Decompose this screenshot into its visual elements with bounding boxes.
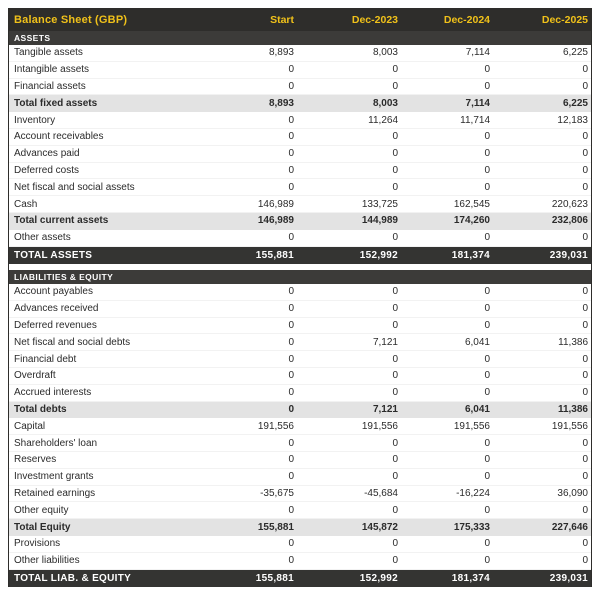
row-label: Total current assets (14, 215, 109, 227)
row-value: 0 (288, 336, 294, 348)
row-value: 0 (484, 148, 490, 160)
table-row (9, 486, 591, 503)
row-value: 0 (288, 64, 294, 76)
row-value: 174,260 (453, 215, 490, 227)
table-row (9, 45, 591, 62)
row-value: 0 (582, 131, 588, 143)
row-value: 0 (484, 303, 490, 315)
row-value: 152,992 (359, 572, 398, 584)
row-value: 6,225 (562, 47, 588, 59)
row-value: 0 (484, 353, 490, 365)
table-row (9, 284, 591, 301)
row-value: 0 (582, 181, 588, 193)
row-value: 144,989 (361, 215, 398, 227)
row-label: Tangible assets (14, 47, 83, 59)
row-value: 0 (582, 387, 588, 399)
row-value: 0 (288, 303, 294, 315)
row-value: 0 (582, 504, 588, 516)
row-value: 0 (484, 80, 490, 92)
row-value: 6,041 (464, 404, 490, 416)
table-row (9, 469, 591, 486)
row-value: 0 (484, 504, 490, 516)
row-label: Overdraft (14, 370, 56, 382)
row-label: TOTAL LIAB. & EQUITY (14, 572, 132, 584)
row-value: 11,264 (368, 114, 398, 126)
column-header-dec-2024: Dec-2024 (443, 13, 490, 26)
row-label: Financial assets (14, 80, 86, 92)
column-header-dec-2023: Dec-2023 (351, 13, 398, 26)
table-row (9, 129, 591, 146)
row-value: 0 (484, 437, 490, 449)
row-value: 0 (582, 353, 588, 365)
row-value: 146,989 (257, 198, 294, 210)
table-row (9, 146, 591, 163)
row-value: 12,183 (557, 114, 588, 126)
row-value: 181,374 (451, 572, 490, 584)
row-value: 0 (582, 303, 588, 315)
row-value: 7,114 (465, 47, 490, 59)
row-value: 0 (288, 370, 294, 382)
row-label: Deferred costs (14, 164, 80, 176)
row-value: 239,031 (549, 572, 588, 584)
table-row (9, 536, 591, 553)
row-value: 191,556 (551, 420, 588, 432)
row-label: Net fiscal and social assets (14, 181, 135, 193)
row-value: 0 (288, 232, 294, 244)
row-value: 0 (392, 555, 398, 567)
row-value: 0 (392, 454, 398, 466)
row-value: 0 (484, 64, 490, 76)
row-value: 0 (582, 286, 588, 298)
row-value: 0 (484, 387, 490, 399)
row-value: 0 (288, 164, 294, 176)
table-row (9, 553, 591, 570)
column-header-start: Start (270, 13, 294, 26)
row-value: -35,675 (260, 488, 294, 500)
row-value: 0 (392, 131, 398, 143)
row-value: 0 (484, 232, 490, 244)
table-row (9, 196, 591, 213)
row-value: 155,881 (257, 521, 294, 533)
row-value: 0 (288, 114, 294, 126)
row-value: 8,893 (268, 97, 294, 109)
row-value: 0 (484, 181, 490, 193)
row-label: Deferred revenues (14, 320, 97, 332)
row-value: 0 (582, 64, 588, 76)
row-value: 181,374 (451, 249, 490, 261)
row-value: 0 (484, 286, 490, 298)
table-row (9, 502, 591, 519)
row-value: 0 (288, 181, 294, 193)
row-value: 0 (484, 471, 490, 483)
row-label: Provisions (14, 538, 61, 550)
row-value: 0 (392, 504, 398, 516)
row-value: 6,225 (562, 97, 588, 109)
row-value: 8,893 (268, 47, 294, 59)
row-value: -45,684 (364, 488, 398, 500)
row-label: Investment grants (14, 471, 94, 483)
row-value: 0 (582, 148, 588, 160)
row-label: Reserves (14, 454, 57, 466)
row-value: 0 (392, 181, 398, 193)
subtotal-row (9, 95, 591, 112)
row-value: 8,003 (372, 47, 398, 59)
row-value: 0 (582, 538, 588, 550)
row-label: Inventory (14, 114, 56, 126)
row-label: Cash (14, 198, 38, 210)
row-value: 0 (484, 370, 490, 382)
row-value: 155,881 (255, 249, 294, 261)
row-label: Intangible assets (14, 64, 90, 76)
row-label: Total Equity (14, 521, 71, 533)
table-row (9, 230, 591, 247)
row-value: 0 (392, 387, 398, 399)
row-value: -16,224 (456, 488, 490, 500)
subtotal-row (9, 213, 591, 230)
table-row (9, 385, 591, 402)
row-value: 11,386 (558, 336, 588, 348)
row-value: 0 (392, 286, 398, 298)
row-value: 0 (392, 80, 398, 92)
row-label: Shareholders' loan (14, 437, 98, 449)
row-value: 6,041 (464, 336, 490, 348)
row-value: 0 (484, 131, 490, 143)
row-value: 7,121 (372, 336, 398, 348)
balance-sheet-table-body (9, 31, 591, 587)
row-label: Retained earnings (14, 488, 96, 500)
row-value: 0 (392, 64, 398, 76)
row-value: 0 (392, 148, 398, 160)
row-value: 0 (582, 471, 588, 483)
table-row (9, 179, 591, 196)
row-value: 0 (288, 538, 294, 550)
table-title: Balance Sheet (GBP) (14, 13, 128, 26)
table-row (9, 79, 591, 96)
table-row (9, 351, 591, 368)
row-value: 7,114 (465, 97, 490, 109)
row-value: 0 (392, 437, 398, 449)
row-value: 0 (392, 164, 398, 176)
row-value: 0 (288, 504, 294, 516)
subtotal-row (9, 519, 591, 536)
row-label: Capital (14, 420, 46, 432)
row-value: 0 (288, 471, 294, 483)
row-value: 36,090 (557, 488, 588, 500)
row-value: 0 (484, 555, 490, 567)
row-value: 191,556 (257, 420, 294, 432)
grand-total-row (9, 247, 591, 265)
row-label: Other liabilities (14, 555, 80, 567)
row-value: 0 (288, 148, 294, 160)
row-value: 0 (582, 454, 588, 466)
table-row (9, 112, 591, 129)
row-value: 0 (582, 370, 588, 382)
table-row (9, 452, 591, 469)
row-value: 0 (288, 286, 294, 298)
table-row (9, 163, 591, 180)
row-value: 8,003 (372, 97, 398, 109)
table-row (9, 62, 591, 79)
row-label: Account receivables (14, 131, 104, 143)
row-value: 0 (392, 538, 398, 550)
row-value: 0 (392, 232, 398, 244)
grand-total-row (9, 570, 591, 588)
section-header: LIABILITIES & EQUITY (9, 270, 591, 284)
table-row (9, 301, 591, 318)
row-value: 191,556 (453, 420, 490, 432)
row-value: 7,121 (372, 404, 398, 416)
row-value: 146,989 (257, 215, 294, 227)
row-value: 0 (484, 454, 490, 466)
row-value: 191,556 (361, 420, 398, 432)
row-value: 0 (484, 538, 490, 550)
row-value: 0 (392, 353, 398, 365)
row-value: 11,714 (460, 114, 490, 126)
row-label: Net fiscal and social debts (14, 336, 131, 348)
row-value: 0 (288, 555, 294, 567)
row-value: 0 (288, 131, 294, 143)
row-value: 0 (392, 320, 398, 332)
row-value: 0 (288, 353, 294, 365)
row-label: Advances received (14, 303, 99, 315)
row-label: Other equity (14, 504, 69, 516)
table-row (9, 334, 591, 351)
row-value: 0 (484, 164, 490, 176)
column-header-dec-2025: Dec-2025 (541, 13, 588, 26)
row-value: 11,386 (557, 404, 588, 416)
row-label: TOTAL ASSETS (14, 249, 93, 261)
row-value: 0 (288, 320, 294, 332)
row-label: Other assets (14, 232, 71, 244)
row-value: 152,992 (359, 249, 398, 261)
row-label: Accrued interests (14, 387, 92, 399)
row-label: Total debts (14, 404, 67, 416)
row-value: 162,545 (453, 198, 490, 210)
row-label: Advances paid (14, 148, 80, 160)
row-value: 0 (288, 387, 294, 399)
row-value: 0 (582, 555, 588, 567)
subtotal-row (9, 402, 591, 419)
row-label: Total fixed assets (14, 97, 98, 109)
row-value: 0 (582, 164, 588, 176)
row-value: 0 (288, 80, 294, 92)
row-value: 232,806 (551, 215, 588, 227)
row-value: 220,623 (551, 198, 588, 210)
row-value: 0 (484, 320, 490, 332)
row-value: 145,872 (361, 521, 398, 533)
row-value: 0 (392, 471, 398, 483)
row-value: 239,031 (549, 249, 588, 261)
table-row (9, 435, 591, 452)
row-value: 175,333 (453, 521, 490, 533)
table-row (9, 418, 591, 435)
row-value: 155,881 (255, 572, 294, 584)
row-value: 0 (582, 232, 588, 244)
row-value: 0 (392, 370, 398, 382)
row-label: Financial debt (14, 353, 77, 365)
row-value: 0 (392, 303, 398, 315)
table-row (9, 318, 591, 335)
balance-sheet-table (8, 8, 592, 587)
table-header-row (9, 8, 591, 31)
row-value: 0 (288, 404, 294, 416)
row-value: 133,725 (361, 198, 398, 210)
row-value: 0 (288, 437, 294, 449)
row-label: Account payables (14, 286, 93, 298)
row-value: 0 (582, 437, 588, 449)
table-row (9, 368, 591, 385)
row-value: 0 (582, 320, 588, 332)
row-value: 0 (288, 454, 294, 466)
section-header: ASSETS (9, 31, 591, 45)
row-value: 227,646 (551, 521, 588, 533)
row-value: 0 (582, 80, 588, 92)
